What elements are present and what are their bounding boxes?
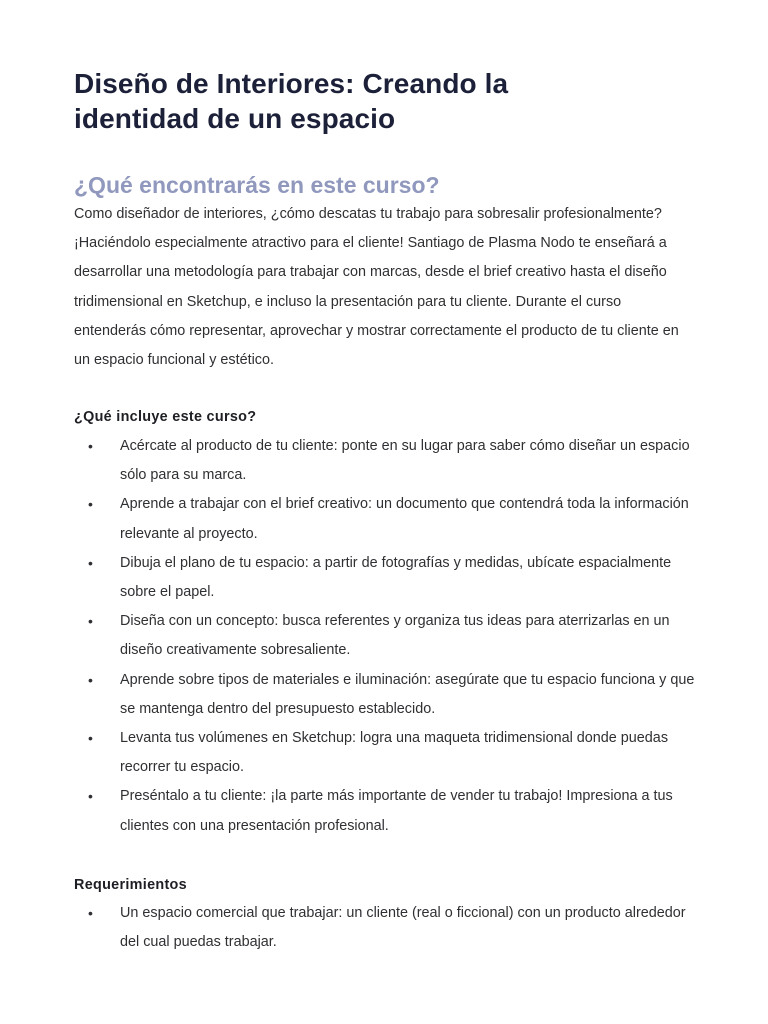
bullet-icon: • bbox=[88, 671, 93, 688]
includes-heading: ¿Qué incluye este curso? bbox=[74, 409, 257, 425]
list-item bbox=[74, 549, 696, 607]
requirements-heading: Requerimientos bbox=[74, 877, 187, 893]
list-item-text: Diseña con un concepto: busca referentes y organiza tus ideas para aterrizarlas en un diseño creativamente sobresaliente. bbox=[120, 613, 670, 659]
list-item-text: Aprende sobre tipos de materiales e iluminación: asegúrate que tu espacio funciona y que se mantenga dentro del presupuesto establecido. bbox=[120, 671, 695, 717]
list-item bbox=[74, 490, 696, 548]
bullet-icon: • bbox=[88, 905, 93, 921]
bullet-icon: • bbox=[88, 613, 93, 630]
requirements-list bbox=[74, 899, 696, 957]
section-subtitle: ¿Qué encontrarás en este curso? bbox=[74, 172, 440, 198]
list-item bbox=[74, 724, 696, 782]
document-title: Diseño de Interiores: Creando la identidad de un espacio bbox=[74, 68, 509, 134]
list-item bbox=[74, 782, 696, 840]
bullet-icon: • bbox=[88, 438, 93, 454]
list-item-text: Aprende a trabajar con el brief creativo: un documento que contendrá toda la información relevante al proyecto. bbox=[120, 496, 689, 542]
bullet-icon: • bbox=[88, 730, 93, 747]
list-item-text: Levanta tus volúmenes en Sketchup: logra una maqueta tridimensional donde puedas recorrer tu espacio. bbox=[120, 730, 669, 776]
list-item-text: Preséntalo a tu cliente: ¡la parte más importante de vender tu trabajo! Impresiona a tus clientes con una presentación profesional. bbox=[120, 788, 673, 834]
list-item bbox=[74, 607, 696, 665]
list-item bbox=[74, 899, 696, 957]
list-item-text: Acércate al producto de tu cliente: ponte en su lugar para saber cómo diseñar un espacio sólo para su marca. bbox=[120, 438, 690, 484]
list-item-text: Un espacio comercial que trabajar: un cliente (real o ficcional) con un producto alrededor del cual puedas trabajar. bbox=[120, 905, 686, 951]
includes-list bbox=[74, 432, 696, 841]
bullet-icon: • bbox=[88, 554, 93, 571]
intro-paragraph: Como diseñador de interiores, ¿cómo descatas tu trabajo para sobresalir profesionalmente? ¡Haciéndolo especialmente atractivo para el cliente! Santiago de Plasma Nodo te enseñará a desarrollar una metodología para trabajar con marcas, desde el brief creativo hasta el diseño tridimensional en Sketchup, e incluso la presentación para tu cliente. Durante el curso entenderás cómo representar, aprovechar y mostrar correctamente el producto de tu cliente en un espacio funcional y estético. bbox=[74, 206, 679, 369]
list-item bbox=[74, 432, 696, 490]
list-item bbox=[74, 666, 696, 724]
list-item-text: Dibuja el plano de tu espacio: a partir de fotografías y medidas, ubícate espacialmente sobre el papel. bbox=[120, 554, 672, 601]
bullet-icon: • bbox=[88, 496, 93, 513]
bullet-icon: • bbox=[88, 788, 93, 805]
